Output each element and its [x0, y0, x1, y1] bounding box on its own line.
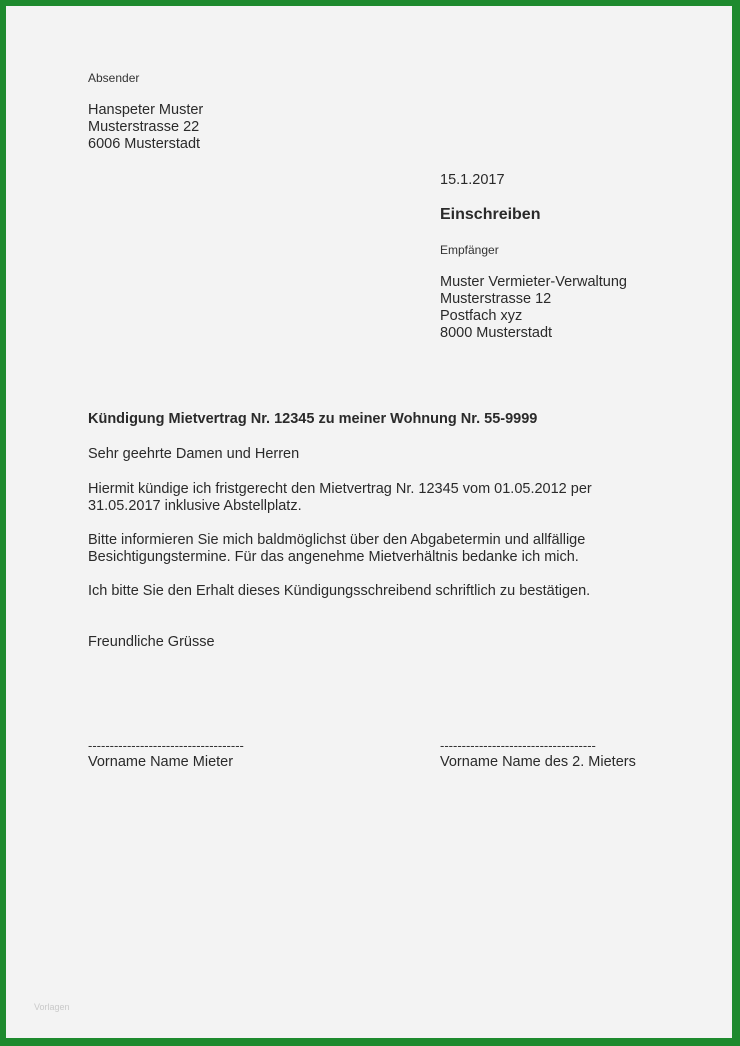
- sender-address: [88, 102, 203, 153]
- recipient-street: Musterstrasse 12: [440, 291, 552, 307]
- body-paragraph-3: [88, 583, 648, 600]
- delivery-type: Einschreiben: [440, 206, 541, 223]
- signature-name-1: Vorname Name Mieter: [88, 754, 234, 770]
- sender-street: Musterstrasse 22: [88, 119, 200, 135]
- paragraph-line: Ich bitte Sie den Erhalt dieses Kündigungsschreibend schriftlich zu bestätigen.: [88, 583, 591, 599]
- recipient-name: Muster Vermieter-Verwaltung: [440, 274, 627, 290]
- body-paragraph-2: [88, 532, 648, 566]
- letter-page: [6, 6, 732, 1038]
- signature-line-1: ------------------------------------: [88, 738, 244, 753]
- paragraph-line: Bitte informieren Sie mich baldmöglichst über den Abgabetermin und allfällige: [88, 532, 586, 548]
- paragraph-line: 31.05.2017 inklusive Abstellplatz.: [88, 498, 302, 514]
- watermark: Vorlagen: [34, 1002, 70, 1012]
- sender-name: Hanspeter Muster: [88, 102, 204, 118]
- signature-line-2: ------------------------------------: [440, 738, 596, 753]
- paragraph-line: Besichtigungstermine. Für das angenehme Mietverhältnis bedanke ich mich.: [88, 549, 579, 565]
- sender-city: 6006 Musterstadt: [88, 136, 201, 152]
- sender-label: Absender: [88, 71, 140, 85]
- recipient-label: Empfänger: [440, 243, 499, 257]
- recipient-postbox: Postfach xyz: [440, 308, 523, 324]
- salutation: Sehr geehrte Damen und Herren: [88, 446, 300, 462]
- paragraph-line: Hiermit kündige ich fristgerecht den Mietvertrag Nr. 12345 vom 01.05.2012 per: [88, 481, 592, 497]
- body-paragraph-1: [88, 481, 648, 515]
- recipient-city: 8000 Musterstadt: [440, 325, 553, 341]
- signature-name-2: Vorname Name des 2. Mieters: [440, 754, 636, 770]
- subject-line: Kündigung Mietvertrag Nr. 12345 zu meiner Wohnung Nr. 55-9999: [88, 411, 538, 427]
- letter-date: 15.1.2017: [440, 172, 505, 188]
- recipient-address: [440, 274, 627, 342]
- closing: Freundliche Grüsse: [88, 634, 215, 650]
